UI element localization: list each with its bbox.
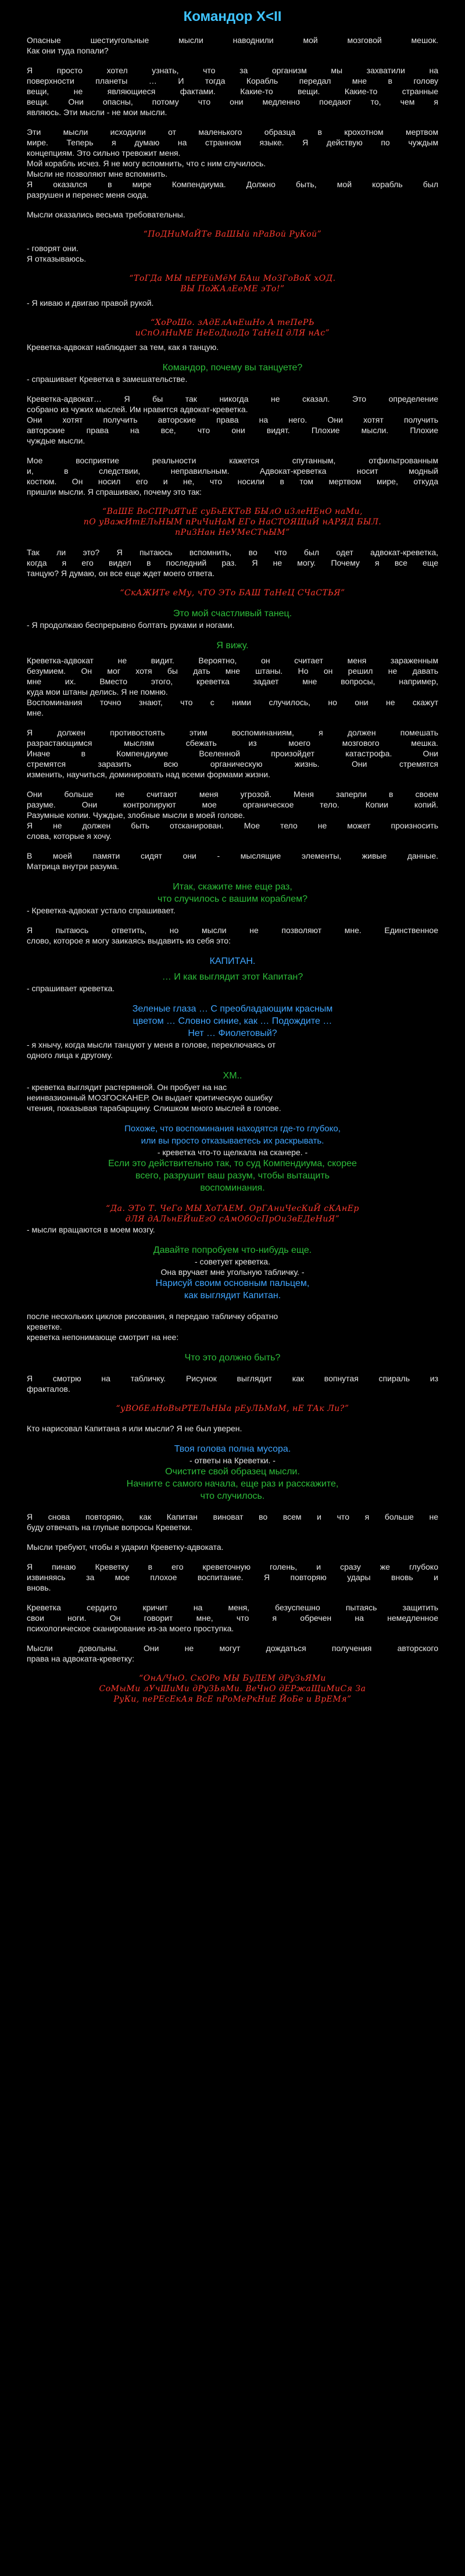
text-line: пришли мысли. Я спрашиваю, почему это так: xyxy=(27,487,202,496)
text-line: креветка непонимающе смотрит на нее: xyxy=(27,1332,179,1342)
thought-quote: “ОнА/ЧнО. СкОРо МЫ БуДЕМ дРуЗьЯМи xyxy=(139,1674,326,1683)
narration-line: - креветка что-то щелкала на сканере. - xyxy=(157,1148,308,1157)
shrimp-dialogue: Твоя голова полна мусора. xyxy=(174,1444,291,1454)
commander-dialogue-block xyxy=(27,1123,438,1147)
paragraph xyxy=(27,1643,438,1664)
shrimp-dialogue: Я вижу. xyxy=(216,641,249,651)
text-line: Опасные шестиугольные мысли наводнили мой мозговой мешок. xyxy=(27,35,438,45)
paragraph xyxy=(27,925,438,946)
shrimp-dialogue: … И как выглядит этот Капитан? xyxy=(162,972,303,982)
text-line: Эти мысли исходили от маленького образца в крохотном мертвом xyxy=(27,127,438,137)
thought-quote: “ПоДНиМаЙТе ВаШЫй пРаВой РуКой” xyxy=(143,230,322,239)
text-line: танцую? Я думаю, он все еще ждет моего ответа. xyxy=(27,569,215,578)
text-line: безумием. Он мог хотя бы дать мне штаны. Но он решил не давать xyxy=(27,666,438,676)
text-line: концепциям. Это сильно тревожит меня. xyxy=(27,148,181,158)
shrimp-dialogue: Что это должно быть? xyxy=(184,1353,281,1363)
paragraph xyxy=(27,727,438,780)
text-line: после нескольких циклов рисования, я передаю табличку обратно xyxy=(27,1312,278,1321)
text-line: стремятся заразить всю органическую жизнь. Они стремятся xyxy=(27,759,438,769)
shrimp-dialogue: Командор, почему вы танцуете? xyxy=(162,363,303,373)
text-line: поверхности планеты … И тогда Корабль передал мне в голову xyxy=(27,76,438,85)
narration-line: Она вручает мне угольную табличку. - xyxy=(160,1267,305,1277)
shrimp-dialogue: Это мой счастливый танец. xyxy=(173,609,292,619)
paragraph: Мысли оказались весьма требовательны. xyxy=(27,210,185,219)
paragraph: Кто нарисовал Капитана я или мысли? Я не был уверен. xyxy=(27,1424,242,1433)
text-line: Мое восприятие реальности кажется спутанным, отфильтрованным xyxy=(27,456,438,465)
text-line: собрано из чужих мыслей. Им нравится адвокат-креветка. xyxy=(27,405,248,414)
page-title: Командор Х<II xyxy=(183,9,282,24)
shrimp-dialogue: что случилось с вашим кораблем? xyxy=(158,894,307,904)
paragraph: - Я продолжаю беспрерывно болтать руками и ногами. xyxy=(27,620,235,630)
paragraph xyxy=(27,65,438,117)
thought-quote: ВЫ ПоЖАлЕеМЕ эТо!” xyxy=(180,284,285,294)
shrimp-dialogue: Очистите свой образец мысли. xyxy=(165,1467,300,1477)
paragraph xyxy=(27,394,438,446)
thought-quote-block xyxy=(27,273,438,294)
paragraph xyxy=(27,455,438,497)
paragraph xyxy=(27,1602,438,1634)
text-line: Они хотят получить авторские права на него. Они хотят получить xyxy=(27,415,438,424)
text-line: слова, которые я хочу. xyxy=(27,831,112,841)
thought-quote: “СкАЖИТе еМу, чТО ЭТо БАШ ТаНеЦ СЧаСТЬЯ” xyxy=(120,588,345,598)
text-line: фракталов. xyxy=(27,1384,70,1394)
paragraph xyxy=(27,1039,438,1060)
commander-dialogue: Нет … Фиолетовый? xyxy=(188,1028,277,1038)
text-line: Так ли это? Я пытаюсь вспомнить, во что был одет адвокат-креветка, xyxy=(27,548,438,557)
text-line: куда мои штаны делись. Я не помню. xyxy=(27,687,168,696)
text-line: чтения, показывая тарабарщину. Слишком много мыслей в голове. xyxy=(27,1103,281,1113)
shrimp-dialogue-block xyxy=(27,881,438,905)
text-line: мире. Теперь я думаю на странном языке. Я действую по чуждым xyxy=(27,138,438,147)
text-line: одного лица к другому. xyxy=(27,1051,113,1060)
commander-dialogue: цветом … Словно синие, как … Подождите … xyxy=(133,1016,332,1026)
shrimp-dialogue: воспоминания. xyxy=(200,1183,265,1193)
commander-dialogue: КАПИТАН. xyxy=(209,956,256,966)
text-line: Мой корабль исчез. Я не могу вспомнить, что с ним случилось. xyxy=(27,159,266,168)
text-line: Я оказался в мире Компендиума. Должно быть, мой корабль был xyxy=(27,180,438,189)
text-line: слово, которое я могу заикаясь выдавить из себя это: xyxy=(27,936,231,945)
text-line: Матрица внутри разума. xyxy=(27,862,119,871)
shrimp-dialogue: Если это действительно так, то суд Компендиума, скорее xyxy=(108,1159,357,1169)
shrimp-dialogue: ХМ.. xyxy=(223,1071,242,1081)
text-line: Как они туда попали? xyxy=(27,46,109,55)
thought-quote-block xyxy=(27,1673,438,1705)
thought-quote: “ХоРоШо. зАдЕлАнЕшНо А теПеРЬ xyxy=(151,318,314,327)
shrimp-dialogue: или вы просто отказываетесь их раскрывать. xyxy=(141,1136,324,1146)
paragraph: - спрашивает Креветка в замешательстве. xyxy=(27,374,188,384)
paragraph: Мысли требуют, чтобы я ударил Креветку-адвоката. xyxy=(27,1542,224,1552)
text-line: Разумные копии. Чуждые, злобные мысли в моей голове. xyxy=(27,810,245,820)
thought-quote: “уВОбЕлНоВыРТЕЛьНЫа рЕуЛЬМаМ, нЕ ТАк Ли?” xyxy=(116,1404,349,1413)
paragraph xyxy=(27,35,438,56)
shrimp-dialogue: что случилось. xyxy=(200,1491,265,1501)
text-line: мне их. Вместо этого, креветка задает мне вопросы, например, xyxy=(27,677,438,686)
thought-quote: “ВаШЕ ВоСПРиЯТиЕ суБьЕКТоВ БЫлО иЗлеНЕнО наМи, xyxy=(102,507,363,516)
commander-dialogue-block xyxy=(27,1277,438,1302)
text-line: Креветка-адвокат… Я бы так никогда не сказал. Это определение xyxy=(27,394,438,403)
thought-quote-block xyxy=(27,506,438,538)
paragraph xyxy=(27,243,438,264)
text-line: права на адвоката-креветку: xyxy=(27,1654,135,1663)
text-line: свои ноги. Он говорит мне, что я обречен на немедленное xyxy=(27,1613,438,1623)
text-line: разрушен и перенес меня сюда. xyxy=(27,190,149,199)
thought-quote: иСпОлНиМЕ НеЕоДиоДо ТаНеЦ дЛЯ нАс” xyxy=(135,328,330,338)
text-line: В моей памяти сидят они - мыслящие элементы, живые данные. xyxy=(27,851,438,860)
text-line: - креветка выглядит растерянной. Он пробует на нас xyxy=(27,1082,227,1092)
shrimp-dialogue-block xyxy=(27,1466,438,1502)
text-line: Я смотрю на табличку. Рисунок выглядит как вопнутая спираль из xyxy=(27,1374,438,1383)
thought-quote: дЛЯ дАЛьнЕЙшЕгО сАмОбОсПрОиЗвЕДеНиЯ” xyxy=(125,1214,340,1224)
thought-quote: СоМыМи лУчШиМи дРуЗЬяМи. ВеЧнО дЕРжаЩиМиСя За xyxy=(99,1684,366,1693)
paragraph: - мысли вращаются в моем мозгу. xyxy=(27,1225,155,1234)
text-line: вновь. xyxy=(27,1583,51,1592)
text-line: Креветка-адвокат не видит. Вероятно, он считает меня зараженным xyxy=(27,656,438,665)
paragraph xyxy=(27,1373,438,1394)
commander-dialogue-block xyxy=(27,1003,438,1039)
paragraph xyxy=(27,851,438,871)
commander-dialogue: Зеленые глаза … С преобладающим красным xyxy=(132,1004,333,1014)
shrimp-dialogue: Итак, скажите мне еще раз, xyxy=(173,882,292,892)
text-line: мне. xyxy=(27,708,44,717)
text-line: авторские права на все, что они видят. Плохие мысли. Плохие xyxy=(27,426,438,435)
thought-quote: “ТоГДа МЫ пЕРЕйМёМ БАш МоЗГоВоК хОД. xyxy=(129,274,336,283)
text-line: изменить, научиться, доминировать над всеми формами жизни. xyxy=(27,770,270,779)
text-line: Иначе в Компендиуме Вселенной произойдет катастрофа. Они xyxy=(27,749,438,758)
text-line: разрастающимся мыслям сбежать из моего мозгового мешка. xyxy=(27,738,438,748)
shrimp-dialogue: всего, разрушит ваш разум, чтобы вытащить xyxy=(135,1171,330,1181)
paragraph: Креветка-адвокат наблюдает за тем, как я танцую. xyxy=(27,342,219,352)
paragraph xyxy=(27,547,438,578)
thought-quote: “Да. ЭТо Т. ЧеГо МЫ ХоТАЕМ. ОрГАниЧесКиЙ сКАнЕр xyxy=(106,1204,359,1213)
text-line: психологическое сканирование из-за моего проступка. xyxy=(27,1624,234,1633)
text-line: Мысли довольны. Они не могут дождаться получения авторского xyxy=(27,1644,438,1653)
shrimp-dialogue: Давайте попробуем что-нибудь еще. xyxy=(153,1245,312,1255)
text-line: вещи, не являющиеся фактами. Какие-то вещи. Какие-то странные xyxy=(27,87,438,96)
paragraph: - Креветка-адвокат устало спрашивает. xyxy=(27,906,176,915)
text-line: и, в следствии, неправильным. Адвокат-креветка носит модный xyxy=(27,466,438,476)
thought-quote: РуКи, пеРЕсЕкАя ВсЕ пРоМеРкНиЕ ЙоБе и ВрЕМя” xyxy=(113,1695,352,1704)
thought-quote: пРиЗНан НеУМеСТнЫМ” xyxy=(175,528,290,537)
paragraph xyxy=(27,1562,438,1593)
text-line: - я хнычу, когда мысли танцуют у меня в голове, переключаясь от xyxy=(27,1040,276,1049)
text-line: Я отказываюсь. xyxy=(27,254,87,263)
text-line: Они больше не считают меня угрозой. Меня заперли в своем xyxy=(27,789,438,799)
text-line: разуме. Они контролируют мое органическое тело. Копии копий. xyxy=(27,800,438,809)
narration-line: - советует креветка. xyxy=(195,1257,270,1266)
paragraph xyxy=(27,1512,438,1532)
thought-quote: пО уВажИтЕЛьНЫМ пРиЧиНаМ ЕГо НаСТОЯЩиЙ нАРЯД БЫЛ. xyxy=(83,517,382,527)
paragraph xyxy=(27,1311,438,1342)
paragraph xyxy=(27,655,438,718)
shrimp-dialogue: Начните с самого начала, еще раз и расскажите, xyxy=(126,1479,339,1489)
text-line: - говорят они. xyxy=(27,244,78,253)
text-line: Мысли не позволяют мне вспомнить. xyxy=(27,169,168,178)
thought-quote-block xyxy=(27,1203,438,1224)
text-line: Я не должен быть отсканирован. Мое тело не может произносить xyxy=(27,821,438,830)
paragraph xyxy=(27,1082,438,1113)
text-line: Я снова повторяю, как Капитан виноват во всем и что я больше не xyxy=(27,1512,438,1521)
text-line: Воспоминания точно знают, что с ними случилось, но они не скажут xyxy=(27,698,438,707)
paragraph: - спрашивает креветка. xyxy=(27,984,115,993)
text-line: вещи. Они опасны, потому что они медленно поедают то, чем я xyxy=(27,97,438,106)
shrimp-dialogue-block xyxy=(27,1157,438,1194)
text-line: Я должен противостоять этим воспоминаниям, я должен помешать xyxy=(27,728,438,737)
paragraph xyxy=(27,789,438,841)
text-line: чуждые мысли. xyxy=(27,436,85,445)
text-line: костюм. Он носил его и не, что носили в том мертвом мире, откуда xyxy=(27,477,438,486)
text-line: креветке. xyxy=(27,1322,62,1331)
shrimp-dialogue: Нарисуй своим основным пальцем, xyxy=(155,1278,310,1288)
shrimp-dialogue: как выглядит Капитан. xyxy=(184,1291,281,1300)
paragraph: - Я киваю и двигаю правой рукой. xyxy=(27,298,154,308)
text-line: являюсь. Эти мысли - не мои мысли. xyxy=(27,108,167,117)
text-line: Я пинаю Креветку в его креветочную голень, и сразу же глубоко xyxy=(27,1562,438,1571)
thought-quote-block xyxy=(27,317,438,338)
text-line: Креветка сердито кричит на меня, безуспешно пытаясь защитить xyxy=(27,1603,438,1612)
text-line: Я пытаюсь ответить, но мысли не позволяют мне. Единственное xyxy=(27,926,438,935)
text-line: извиняясь за мое плохое воспитание. Я повторяю удары вновь и xyxy=(27,1573,438,1582)
paragraph xyxy=(27,127,438,200)
text-line: Я просто хотел узнать, что за организм мы захватили на xyxy=(27,66,438,75)
text-line: буду отвечать на глупые вопросы Креветки. xyxy=(27,1523,192,1532)
text-line: когда я его видел в последний раз. Я не могу. Почему я все еще xyxy=(27,558,438,567)
shrimp-dialogue: Похоже, что воспоминания находятся где-то глубоко, xyxy=(124,1124,341,1134)
text-line: неинвазионный МОЗГОСКАНЕР. Он выдает критическую ошибку xyxy=(27,1093,273,1102)
narration-line: - ответы на Креветки. - xyxy=(189,1456,276,1465)
